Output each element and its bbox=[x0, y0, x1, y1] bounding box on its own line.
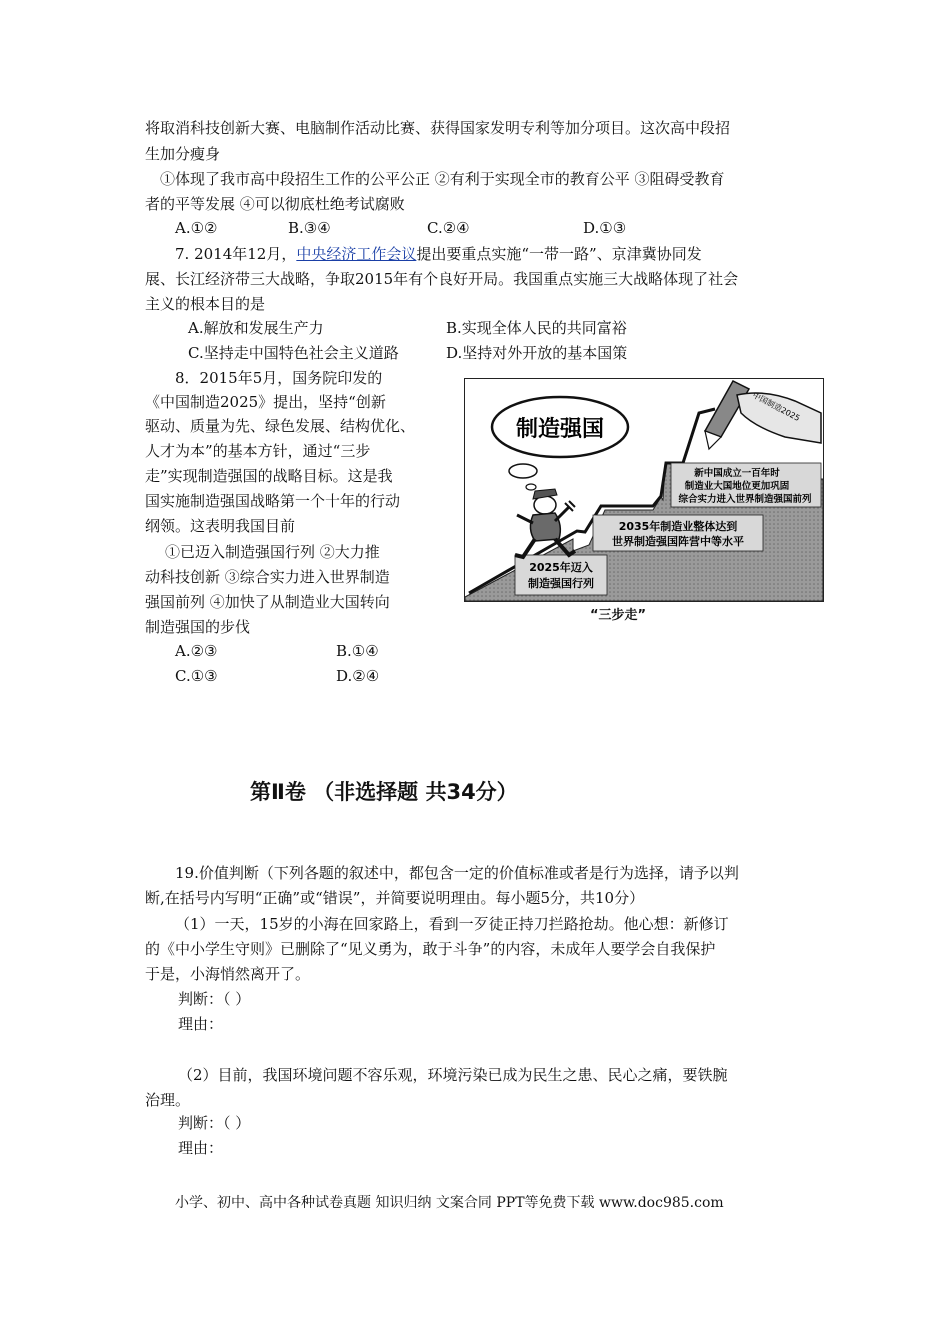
q7-option-b: B.实现全体人民的共同富裕 bbox=[446, 319, 627, 337]
step1-label: 制造强国行列 bbox=[528, 577, 594, 590]
q19-intro-line1: 19.价值判断（下列各题的叙述中，都包含一定的价值标准或者是行为选择，请予以判 bbox=[175, 864, 739, 882]
q8-line: 强国前列 ④加快了从制造业大国转向 bbox=[145, 593, 390, 611]
q7-link-conference[interactable]: 中央经济工作会议 bbox=[296, 245, 417, 263]
step2-label: 2035年制造业整体达到 bbox=[618, 520, 738, 533]
footer-text: 小学、初中、高中各种试卷真题 知识归纳 文案合同 PPT等免费下载 www.doc985.com bbox=[175, 1195, 724, 1211]
q8-line: 驱动、质量为先、绿色发展、结构优化、 bbox=[145, 417, 416, 435]
q8-option-c: C.①③ bbox=[175, 667, 218, 685]
three-step-figure bbox=[464, 378, 824, 602]
q6-stem-line1: 将取消科技创新大赛、电脑制作活动比赛、获得国家发明专利等加分项目。这次高中段招 bbox=[145, 119, 731, 137]
q19-p2-reason: 理由： bbox=[178, 1139, 224, 1157]
q7-option-c: C.坚持走中国特色社会主义道路 bbox=[188, 344, 399, 362]
q8-line: 动科技创新 ③综合实力进入世界制造 bbox=[145, 568, 390, 586]
q8-line: 人才为本”的基本方针，通过“三步 bbox=[145, 442, 371, 460]
q7-line1-suffix: 提出要重点实施“一带一路”、京津冀协同发 bbox=[416, 245, 702, 263]
q8-line: 国实施制造强国战略第一个十年的行动 bbox=[145, 492, 401, 510]
q19-p1-line2: 的《中小学生守则》已删除了“见义勇为，敢于斗争”的内容，未成年人要学会自我保护 bbox=[145, 940, 716, 958]
q8-option-a: A.②③ bbox=[175, 642, 218, 660]
q6-option-b: B.③④ bbox=[288, 219, 331, 237]
step3-label: 新中国成立一百年时 bbox=[694, 468, 780, 479]
q7-line1 bbox=[175, 243, 702, 265]
q8-line: 8．2015年5月，国务院印发的 bbox=[175, 369, 383, 387]
q19-p1-judge: 判断：（ ） bbox=[178, 990, 251, 1008]
q8-line: ①已迈入制造强国行列 ②大力推 bbox=[165, 543, 380, 561]
q7-line2: 展、长江经济带三大战略，争取2015年有个良好开局。我国重点实施三大战略体现了社会 bbox=[145, 270, 739, 288]
bubble-dot bbox=[509, 464, 537, 478]
q8-option-b: B.①④ bbox=[336, 642, 379, 660]
figure-illustration bbox=[465, 379, 823, 601]
figure-caption: “三步走” bbox=[590, 608, 647, 623]
step1-label: 2025年迈入 bbox=[529, 561, 593, 574]
q19-p2-line1: （2）目前，我国环境问题不容乐观，环境污染已成为民生之患、民心之痛，要铁腕 bbox=[178, 1066, 728, 1084]
q8-line: 纲领。这表明我国目前 bbox=[145, 517, 296, 535]
q19-p2-judge: 判断：（ ） bbox=[178, 1114, 251, 1132]
step2-label: 世界制造强国阵营中等水平 bbox=[612, 535, 744, 548]
q8-option-d: D.②④ bbox=[336, 667, 380, 685]
q6-option-a: A.①② bbox=[175, 219, 218, 237]
thought-bubble-text: 制造强国 bbox=[515, 417, 605, 442]
q6-option-d: D.①③ bbox=[583, 219, 627, 237]
q19-p1-line1: （1）一天，15岁的小海在回家路上，看到一歹徒正持刀拦路抢劫。他心想：新修订 bbox=[175, 915, 729, 933]
section-title: 第Ⅱ卷 （非选择题 共34分） bbox=[250, 780, 518, 804]
q19-p1-line3: 于是，小海悄然离开了。 bbox=[145, 965, 311, 983]
pencil-hand bbox=[705, 381, 821, 449]
q6-stem-line2: 生加分瘦身 bbox=[145, 145, 221, 163]
step3-label: 综合实力进入世界制造强国前列 bbox=[678, 494, 812, 505]
q19-p1-reason: 理由： bbox=[178, 1015, 224, 1033]
pencil-label: 中国制造2025 bbox=[750, 390, 802, 424]
q6-choices-line1: ①体现了我市高中段招生工作的公平公正 ②有利于实现全市的教育公平 ③阻碍受教育 bbox=[160, 170, 725, 188]
q7-option-d: D.坚持对外开放的基本国策 bbox=[446, 344, 628, 362]
q6-option-c: C.②④ bbox=[427, 219, 470, 237]
q19-intro-line2: 断,在括号内写明“正确”或“错误”，并简要说明理由。每小题5分，共10分） bbox=[145, 889, 645, 907]
q6-choices-line2: 者的平等发展 ④可以彻底杜绝考试腐败 bbox=[145, 195, 405, 213]
step3-label: 制造业大国地位更加巩固 bbox=[684, 481, 790, 492]
q7-line1-prefix: 7. 2014年12月， bbox=[175, 245, 297, 263]
q8-line: 走”实现制造强国的战略目标。这是我 bbox=[145, 467, 393, 485]
q19-p2-line2: 治理。 bbox=[145, 1091, 191, 1109]
q8-line: 《中国制造2025》提出，坚持“创新 bbox=[145, 393, 386, 411]
q7-option-a: A.解放和发展生产力 bbox=[188, 319, 324, 337]
q8-line: 制造强国的步伐 bbox=[145, 618, 251, 636]
q7-line3: 主义的根本目的是 bbox=[145, 295, 266, 313]
bubble-dot bbox=[526, 484, 536, 490]
